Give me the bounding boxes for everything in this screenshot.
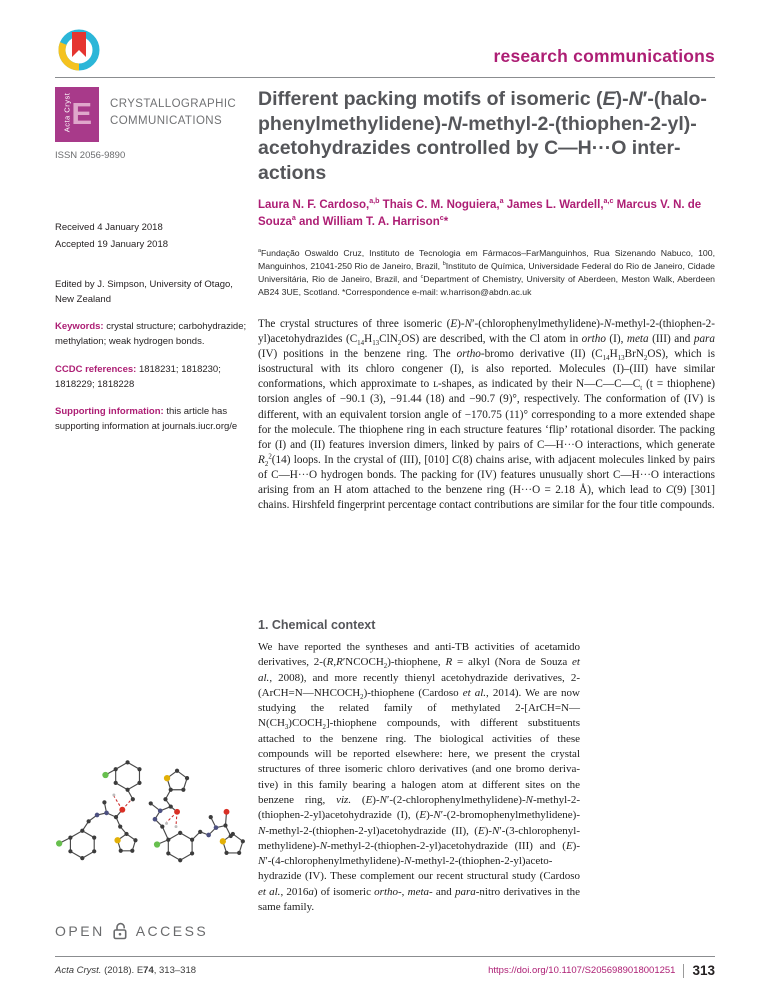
acta-cryst-e-logo: [55, 87, 99, 142]
open-access-word2: ACCESS: [135, 923, 209, 939]
abstract: The crystal structures of three isomeric (E)-N′-(chlorophenylmethylidene)-N-methyl-2-(thiophen-2-yl)acetohydrazides $(C_{14}H_{13}ClN_2OS)$ are described, with the Cl atom in ortho (I), meta (III) and para (IV) positions in the benzene ring. The ortho-bromo derivative (II) $(C_{14}H_{13}BrN_2OS)$, which is isostructural with its chloro congener (I), is also reported. Molecules (I)–(III) have similar conformations, which approximate to ʟ-shapes, as indicated by their $N—C—C—C_t$ (t = thiophene) torsion angles of −90.1 (3), −91.44 (18) and −90.7 (9)°, respectively. The conformation of (IV) is different, with an equivalent torsion angle of −170.75 (11)° corresponding to a more extended shape for the molecule. The thiophene ring in each structure features ‘flip’ rotational disorder. The packing for (I) and (II) features inversion dimers, linked by pairs of C—H···O interactions, which generate $R_2^2(14)$ loops. In the crystal of (III), [010] C(8) chains arise, with adjacent molecules linked by pairs of C—H···O hydrogen bonds. The packing for (IV) features unusually short C—H···O interactions arising from an H atom attached to the benzene ring (H···O = 2.18 Å), which lead to C(9) [301] chains. Hirshfeld fingerprint percentage contact contributions are similar for the four title compounds.: [258, 318, 716, 512]
affiliations: $^a$Fundação Oswaldo Cruz, Instituto de Tecnologia em Fármacos–FarManguinhos, Rua Sizenando Nabuco, 100, Manguinhos, 21041-250 Rio de Janeiro, Brazil, $^b$Instituto de Química, Universidade Federal do Rio de Janeiro, Cidade Universitária, Rio de Janeiro, Brazil, and $^c$Department of Chemistry, University of Aberdeen, Meston Walk, Aberdeen AB24 3UE, Scotland. *Correspondence e-mail: w.harrison@abdn.ac.uk: [258, 248, 716, 297]
supporting-text: this article has supporting information at: [55, 406, 228, 432]
footer-divider: [683, 964, 684, 978]
keywords-label: Keywords:: [55, 321, 104, 332]
footer-rule: [55, 956, 715, 957]
section-body: We have reported the syntheses and anti-TB activities of acetamido derivatives, $2-(R,R'NCOCH_2)$-thiophene, R = alkyl (Nora de Souza et al., 2008), and more recently thienyl acetohydrazide derivatives, $2-(ArCH=N—NHCOCH_2)$-thiophene (Cardoso et al., 2014). We are now studying the related family of methylated $2-[ArCH=N—N(CH_3)COCH_2]$-thiophene compounds, with different substituents attached to the benzene ring. The biological activities of these compounds will be reported elsewhere: here, we present the crystal structures of three isomeric chloro derivatives (and one bromo derivative) in this family bearing a halogen atom at different sites on the benzene ring, viz. (E)-N′-(2-chlorophenylmethylidene)-N-methyl-2-(thiophen-2-yl)acetohydrazide (I), (E)-N′-(2-bromophenylmethylidene)-N-methyl-2-(thiophen-2-yl)acetohydrazide (II), (E)-N′-(3-chlorophenylmethylidene)-N-methyl-2-(thiophen-2-yl)acetohydrazide (III) and (E)-N′-(4-chlorophenylmethylidene)-N-methyl-2-(thiophen-2-yl)acetohydrazide (IV). These complement our recent structural study (Cardoso et al., 2016a) of isomeric ortho-, meta- and para-nitro derivatives in the same family.: [258, 641, 581, 914]
keywords-block: [55, 319, 247, 349]
journal-section-label: research communications: [493, 46, 715, 66]
packing-diagram: [56, 745, 256, 890]
header-rule: [55, 77, 715, 78]
footer: [55, 963, 715, 978]
journal-logo-letter: E: [71, 96, 92, 131]
received-accepted-dates: [55, 219, 247, 253]
journal-name: CRYSTALLOGRAPHIC COMMUNICATIONS: [110, 98, 237, 128]
footer-doi-link[interactable]: https://doi.org/10.1107/S2056989018001251: [488, 965, 676, 976]
journal-logo: [55, 87, 247, 142]
article-title: Different packing motifs of isomeric (E)-N′-(halo- phenylmethylidene)-N-methyl-2-(thiophen-2-yl)- acetohydrazides controlled by C—H···O inter- actions: [258, 88, 707, 184]
supporting-link[interactable]: journals.iucr.org/e: [162, 421, 238, 432]
footer-citation: Acta Cryst. (2018). E74, 313–318: [55, 965, 197, 976]
iucr-logo-icon: [55, 26, 103, 79]
received-date: Received 4 January 2018: [55, 222, 163, 233]
author-list: Laura N. F. Cardoso,$^{a,b}$ Thais C. M. Noguiera,$^a$ James L. Wardell,$^{a,c}$ Marcus V. N. de Souza$^a$ and William T. A. Harrison$^c$*: [258, 197, 702, 228]
section-heading: 1. Chemical context: [258, 618, 376, 632]
issn: ISSN 2056-9890: [55, 150, 126, 161]
open-access-word1: OPEN: [55, 923, 105, 939]
open-lock-icon: [112, 921, 129, 941]
supporting-label: Supporting information:: [55, 406, 164, 417]
footer-page-number: 313: [692, 963, 715, 978]
ccdc-block: [55, 362, 247, 392]
keywords-text: crystal structure; carbohydrazide; methylation; weak hydrogen bonds.: [55, 321, 247, 347]
ccdc-text: 1818231; 1818230; 1818229; 1818228: [55, 364, 221, 390]
edited-by: Edited by J. Simpson, University of Otago, New Zealand: [55, 279, 233, 305]
open-access-logo: [55, 921, 208, 941]
journal-logo-vertical-text: Acta Cryst: [62, 92, 72, 133]
accepted-date: Accepted 19 January 2018: [55, 239, 169, 250]
ccdc-label: CCDC references:: [55, 364, 137, 375]
supporting-information-block: [55, 404, 247, 434]
